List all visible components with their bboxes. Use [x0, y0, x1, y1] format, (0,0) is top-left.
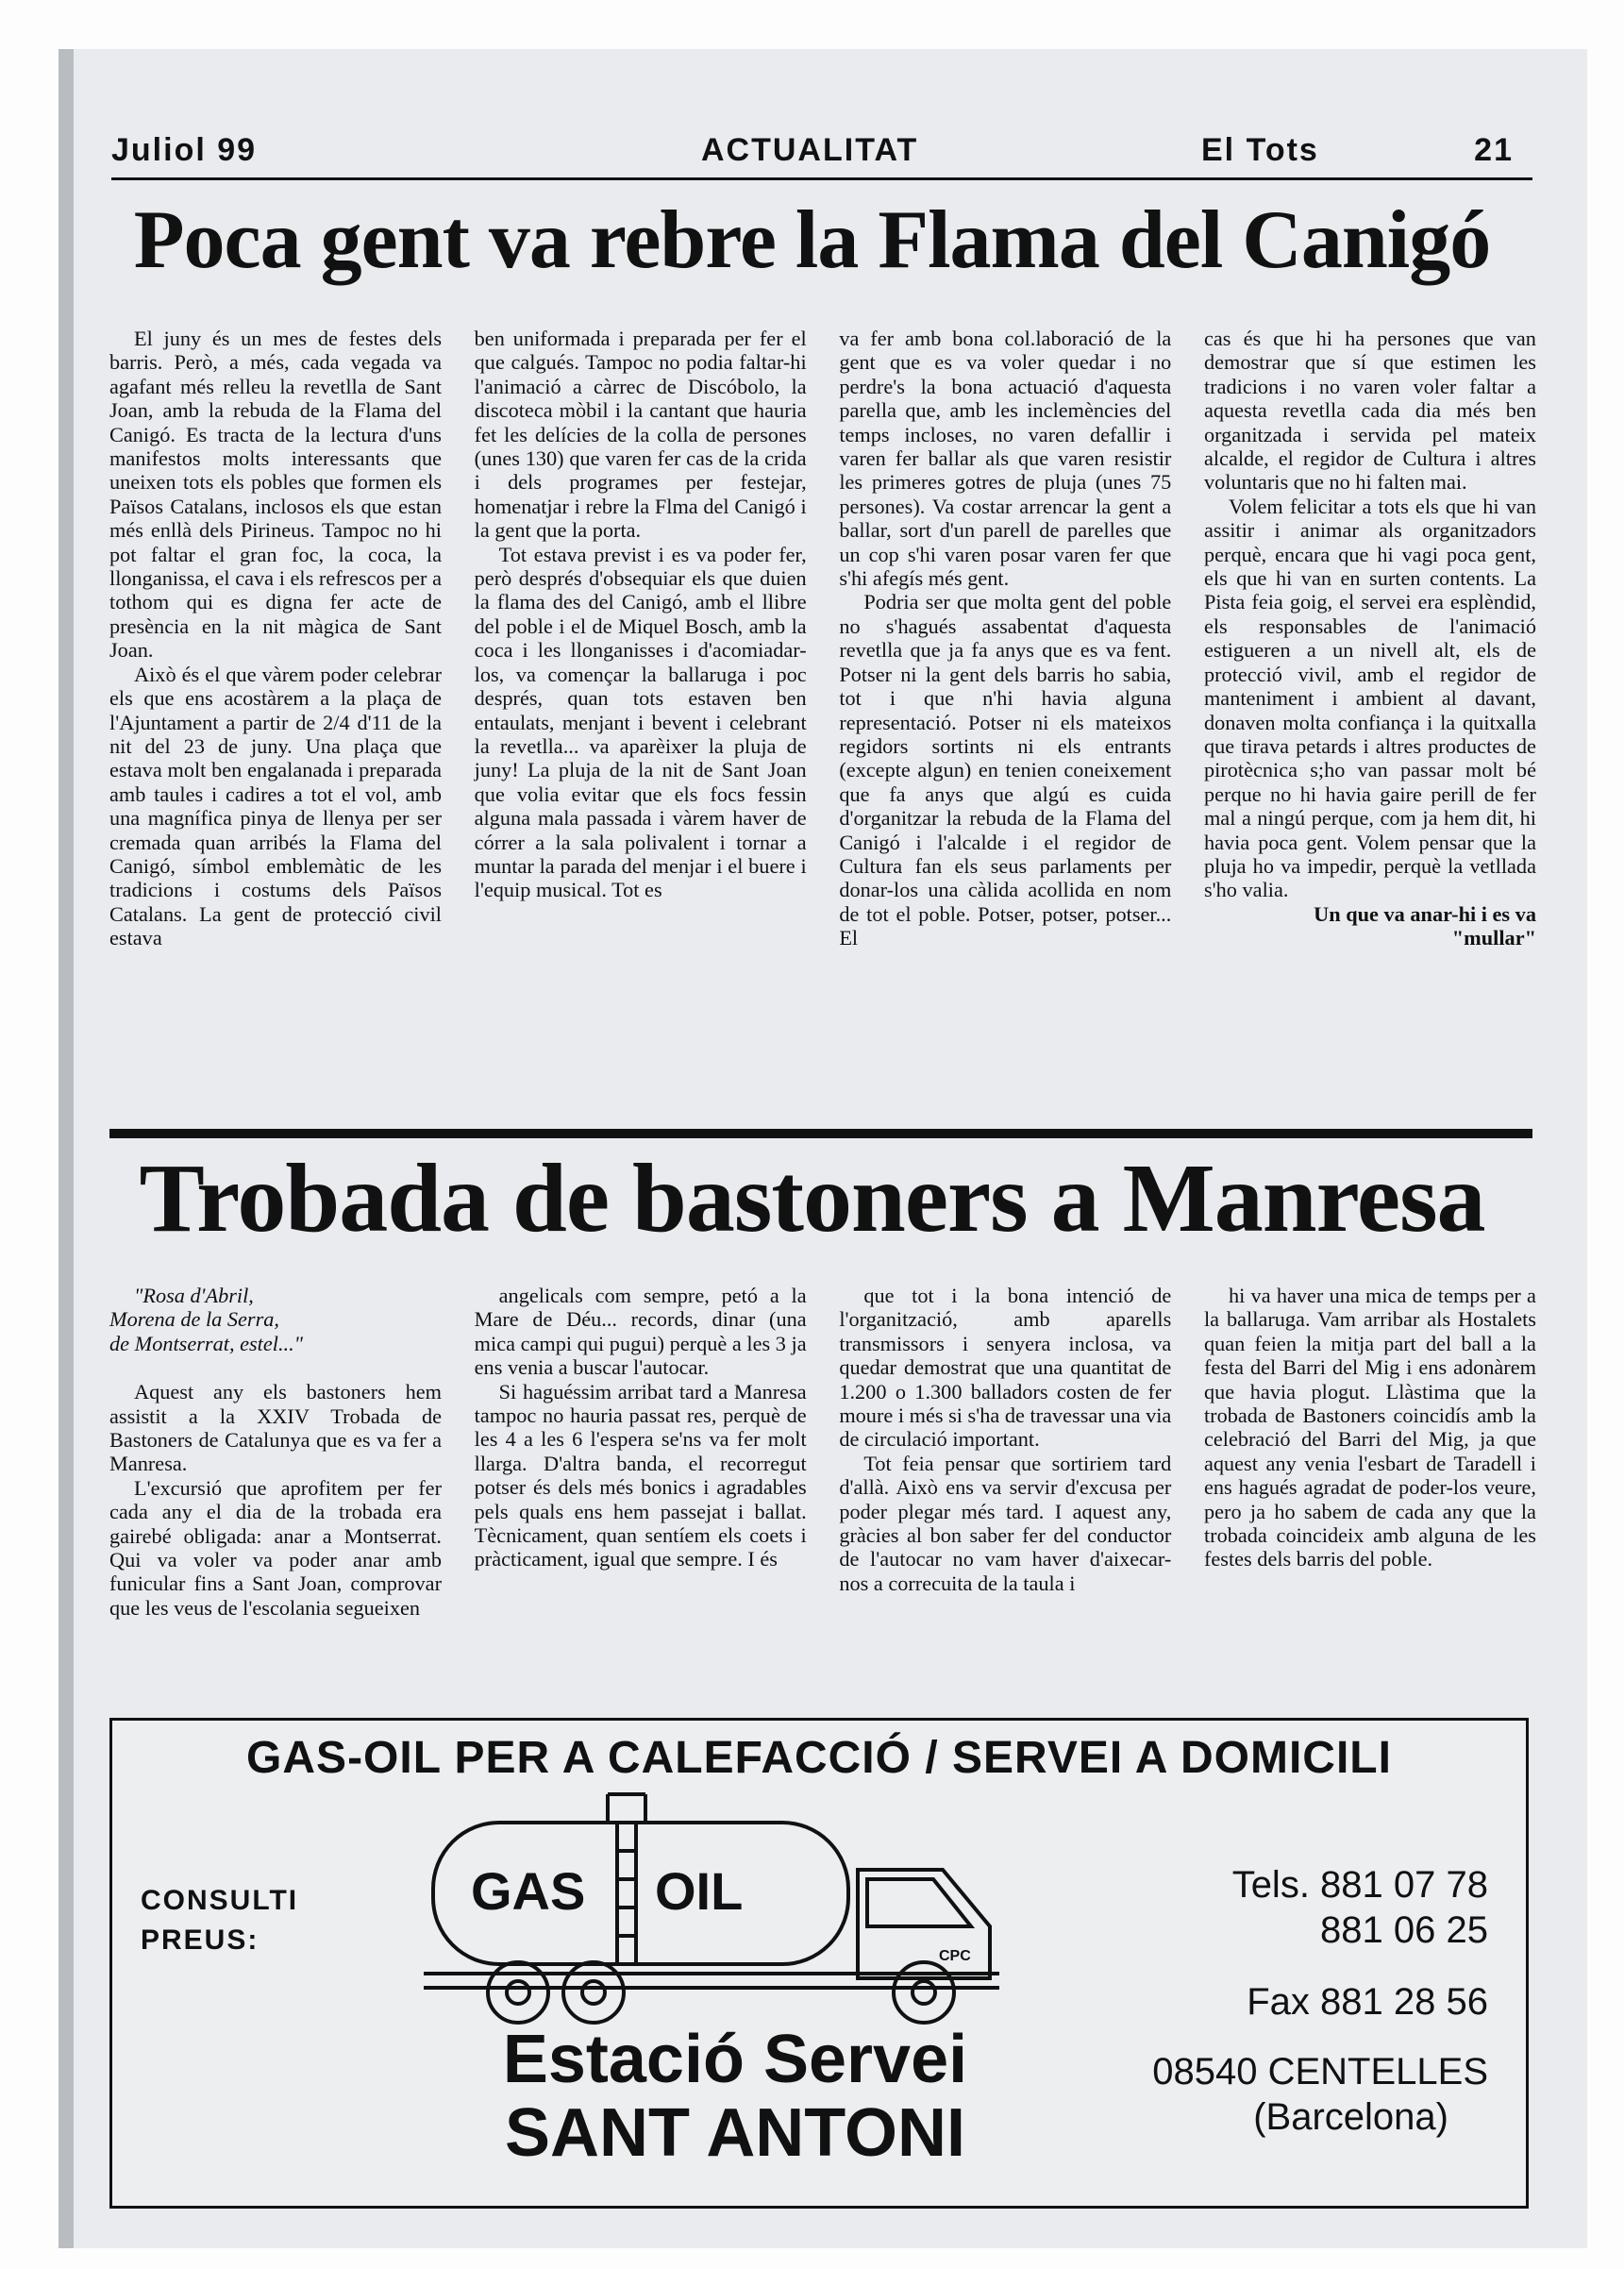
- article1-paragraph: El juny és un mes de festes dels barris. Però, a més, cada vegada va agafant més relleu la revetlla de Sant Joan, amb la rebuda de la Flama del Canigó. Es tracta de la lectura d'uns manifestos molts interessants que uneixen tots els pobles que formen els Països Catalans, inclosos els que estan més enllà dels Pirineus. Tampoc no hi pot faltar el gran foc, la coca, la llonganissa, el cava i els refrescos per a tothom qui es digna fer acte de presència en la nit màgica de Sant Joan.: [109, 327, 442, 663]
- article2-paragraph: Aquest any els bastoners hem assistit a la XXIV Trobada de Bastoners de Catalunya que es va fer a Manresa.: [109, 1380, 442, 1476]
- ad-city: 08540 CENTELLES: [1152, 2051, 1488, 2093]
- article1-paragraph: Això és el que vàrem poder celebrar els que ens acostàrem a la plaça de l'Ajuntament a partir de 2/4 d'11 de la nit del 23 de juny. Una plaça que estava molt ben engalanada i preparada amb taules i cadires a tot el vol, amb una magnífica pinya de llenya per ser cremada quan arribés la Flama del Canigó, símbol emblemàtic de les tradicions i costums dels Països Catalans. La gent de protecció civil estava: [109, 662, 442, 950]
- article2-paragraph: angelicals com sempre, petó a la Mare de Déu... records, dinar (una mica campi qui pugui) perquè a les 3 ja ens venia a buscar l'autocar.: [474, 1284, 807, 1380]
- ad-business-name: [386, 2023, 1084, 2170]
- article2-paragraph: Tot feia pensar que sortiriem tard d'allà. Això ens va servir d'excusa per poder plegar més tard. I aquest any, gràcies al bon saber fer del conductor de l'autocar no vam haver d'aixecar-nos a correcuita de la taula i: [839, 1451, 1172, 1595]
- article2-epigraph: "Rosa d'Abril, Morena de la Serra, de Montserrat, estel...": [109, 1284, 304, 1355]
- article1-column-3: [839, 327, 1171, 1110]
- ad-phone-2: 881 06 25: [1320, 1909, 1488, 1951]
- article2-paragraph: hi va haver una mica de temps per a la ballaruga. Vam arribar als Hostalets quan feien la mitja part del ball a la festa del Barri del Mig i ens adonàrem que havia plogut. Llàstima que la trobada de Bastoners coincidís amb la celebració del Barri del Mig, ja que aquest any venia l'esbart de Taradell i ens hagués agradat de poder-los veure, pero ja ho sabem de cada any que la trobada coincideix amb alguna de les festes dels barris del poble.: [1203, 1284, 1536, 1571]
- cab-mark: CPC: [939, 1948, 971, 1964]
- article1-column-4: [1204, 327, 1536, 1110]
- article1-paragraph: Tot estava previst i es va poder fer, però després d'obsequiar els que duien la flama des del Canigó, amb el llibre del poble i el de Miquel Bosch, amb la coca i les llonganisses i d'acomiadar-los, va començar la ballaruga i poc després, quan tots estaven ben entaulats, menjant i bevent i celebrant la revetlla... va aparèixer la pluja de juny! La pluja de la nit de Sant Joan que volia evitar que els focs fessin alguna mala passada i vàrem haver de córrer a la sala polivalent i tornar a muntar la parada del menjar i el buere i l'equip musical. Tot es: [474, 542, 807, 902]
- ad-fax: Fax 881 28 56: [1247, 1981, 1488, 2023]
- article2-column-1: [109, 1284, 442, 1689]
- article2-column-2: [475, 1284, 807, 1689]
- article2-title: Trobada de bastoners a Manresa: [139, 1144, 1485, 1252]
- article1-signature: Un que va anar-hi i es va "mullar": [1314, 901, 1536, 950]
- ad-contact-info: [1111, 1862, 1488, 2140]
- header-date: Juliol 99: [111, 132, 258, 168]
- article1-paragraph: va fer amb bona col.laboració de la gent que es va voler quedar i no perdre's la bona actuació d'aquesta parella que, amb les inclemències del temps incloses, no varen defallir i varen fer ballar als que varen resistir les primeres gotres de pluja (unes 75 persones). Va costar arrencar la gent a ballar, sort d'un parell de parelles que un cop s'hi varen posar varen fer que s'hi afegís més gent.: [839, 327, 1172, 591]
- ad-name-line-2: SANT ANTONI: [504, 2095, 965, 2171]
- header-publication: El Tots: [1201, 132, 1319, 168]
- article2-paragraph: Si haguéssim arribat tard a Manresa tampoc no hauria passat res, perquè de les 4 a les 6 l'espera se'ns va fer molt llarga. D'altra banda, el recorregut potser és dels més bonics i agradables pels quals ens hem passejat i ballat. Tècnicament, quan sentíem els coets i pràcticament, igual que sempre. I és: [474, 1379, 807, 1571]
- article1-paragraph: cas és que hi ha persones que van demostrar que sí que estimen les tradicions i no varen voler faltar a aquesta revetlla cada dia més ben organitzada i servida pel mateix alcalde, el regidor de Cultura i altres voluntaris que no hi falten mai.: [1203, 327, 1536, 495]
- article1-column-1: [109, 327, 442, 1110]
- truck-wheel: [894, 1962, 954, 2023]
- article2-paragraph: L'excursió que aprofitem per fer cada any el dia de la trobada era gairebé obligada: anar a Montserrat. Qui va voler va poder anar amb funicular fins a Sant Joan, comprovar que les veus de l'escolania segueixen: [109, 1475, 442, 1620]
- header-section: ACTUALITAT: [701, 132, 919, 168]
- article1-column-2: [475, 327, 807, 1110]
- tank-label-gas: GAS: [471, 1861, 586, 1921]
- article2-body: [109, 1284, 1536, 1689]
- ad-phone-1: Tels. 881 07 78: [1231, 1864, 1488, 1906]
- article1-paragraph: Volem felicitar a tots els que hi van assitir i animar als organitzadors perquè, encara que hi vagi poca gent, els que hi van en surten contents. La Pista feia goig, el servei era esplèndid, els responsables de l'animació estigueren a un nivell alt, els de protecció vivil, amb el regidor de manteniment i ambient al davant, donaven molta confiança i la quitxalla que tirava petards i altres productes de pirotècnica s;ho van passar molt bé perque no hi havia gaire perill de fer mal a ningú perque, com ja hem dit, hi havia poca gent. Volem pensar que la pluja ho va impedir, perquè la vetllada s'ho valia.: [1203, 494, 1536, 902]
- header-page-number: 21: [1474, 132, 1514, 168]
- article1-paragraph: Podria ser que molta gent del poble no s'hagués assabentat d'aquesta revetlla que ja fa anys que es va fent. Potser ni la gent dels barris ho sabia, tot i que n'hi havia alguna representació. Potser ni els mateixos regidors sortints ni els entrants (excepte algun) en tenien coneixement que fa anys que algú es cuida d'organitzar la rebuda de la Flama del Canigó i l'alcalde i el regidor de Cultura fan els seus parlaments per donar-los una càlida acollida en nom de tot el poble. Potser, potser, potser... El: [839, 590, 1172, 950]
- gasoil-advertisement: [109, 1718, 1529, 2209]
- article2-column-4: [1204, 1284, 1536, 1689]
- truck-wheel: [563, 1962, 624, 2023]
- article1-title: Poca gent va rebre la Flama del Canigó: [133, 194, 1491, 286]
- ad-consult-prices: CONSULTI PREUS:: [141, 1885, 299, 1956]
- ad-region: (Barcelona): [1253, 2096, 1448, 2138]
- article2-column-3: [839, 1284, 1171, 1689]
- section-divider: [109, 1129, 1532, 1138]
- tanker-truck-illustration: [414, 1785, 1094, 2040]
- page-header: [111, 128, 1532, 180]
- ad-headline: GAS-OIL PER A CALEFACCIÓ / SERVEI A DOMICILI: [246, 1733, 1392, 1783]
- ad-name-line-1: Estació Servei: [502, 2022, 968, 2097]
- article1-paragraph: ben uniformada i preparada per fer el que calgués. Tampoc no podia faltar-hi l'animació a càrrec de Discóbolo, la discoteca mòbil i la cantant que hauria fet les delícies de la colla de persones (unes 130) que varen fer cas de la crida i dels programes per festejar, homenatjar i rebre la Flma del Canigó i la gent que la porta.: [474, 327, 807, 543]
- tank-label-oil: OIL: [655, 1861, 744, 1921]
- article1-body: [109, 327, 1536, 1110]
- article2-paragraph: que tot i la bona intenció de l'organització, amb aparells transmissors i senyera inclosa, va quedar demostrat que una quantitat de 1.200 o 1.300 balladors costen de fer moure i més si s'ha de travessar una via de circulació important.: [839, 1284, 1172, 1452]
- truck-wheel: [488, 1962, 548, 2023]
